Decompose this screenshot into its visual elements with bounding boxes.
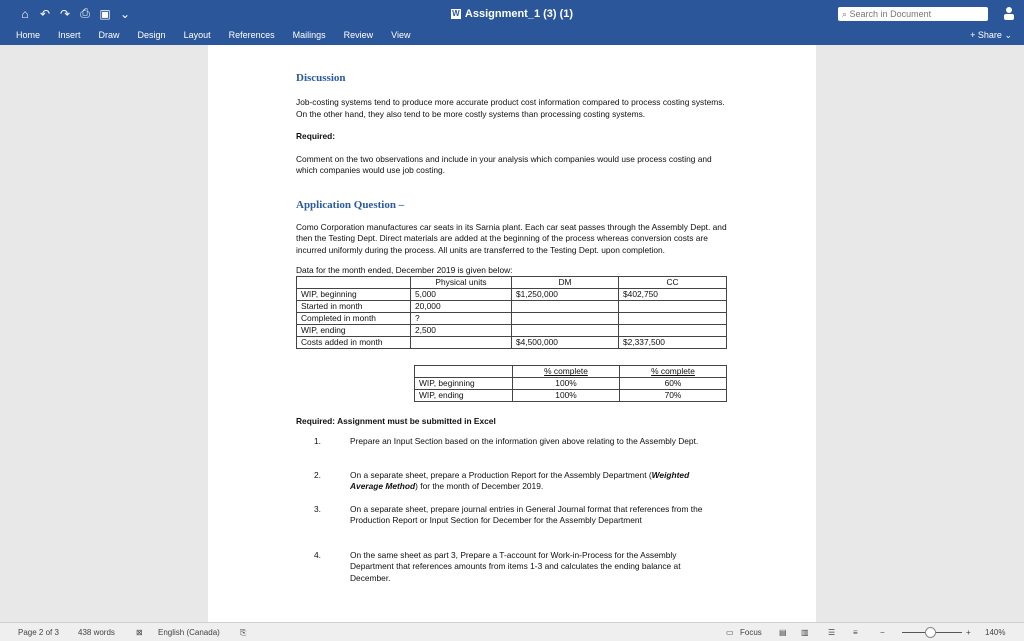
table-cell: WIP, beginning	[415, 378, 513, 390]
share-button[interactable]: + Share ⌄	[970, 30, 1012, 40]
table-header-cell	[415, 366, 513, 378]
home-icon[interactable]: ⌂	[21, 6, 29, 21]
table-cell: 20,000	[411, 301, 512, 313]
table-header-cell: CC	[619, 277, 727, 289]
required-paragraph: Comment on the two observations and include in your analysis which companies would use process costing and which companies would use job costing.	[296, 153, 712, 176]
table-cell: $1,250,000	[512, 289, 619, 301]
discussion-paragraph: Job-costing systems tend to produce more accurate product cost information compared to process costing systems. On the other hand, they also tend to be more costly systems than processing costing systems.	[296, 97, 725, 119]
application-heading: Application Question –	[296, 199, 405, 212]
print-layout-icon[interactable]: ▤	[779, 628, 787, 637]
table-row	[297, 337, 727, 349]
tab-home[interactable]: Home	[16, 30, 41, 40]
document-page[interactable]	[208, 45, 816, 622]
search-icon: ⌕	[842, 9, 850, 19]
account-icon[interactable]	[1003, 6, 1015, 20]
save-icon[interactable]: ▣	[99, 6, 111, 21]
table-header-row	[297, 277, 727, 289]
outline-icon[interactable]: ☰	[828, 628, 836, 637]
required-label: Required:	[296, 131, 336, 142]
table-row	[297, 313, 727, 325]
table-cell: WIP, ending	[297, 325, 411, 337]
table-cell	[512, 313, 619, 325]
table-cell	[619, 301, 727, 313]
table-header-cell: % complete	[620, 366, 727, 378]
table-header-cell: % complete	[513, 366, 620, 378]
table-row	[415, 378, 727, 390]
ribbon	[0, 0, 1024, 45]
table-cell	[619, 325, 727, 337]
table-cell: ?	[411, 313, 512, 325]
tab-layout[interactable]: Layout	[183, 30, 211, 40]
zoom-out-icon[interactable]: −	[880, 628, 885, 637]
table-cell: 2,500	[411, 325, 512, 337]
table-cell	[619, 313, 727, 325]
print-icon[interactable]: ⎙	[80, 6, 90, 20]
table-header-cell	[297, 277, 411, 289]
table-cell	[512, 301, 619, 313]
word-count[interactable]: 438 words	[78, 628, 115, 637]
tab-mailings[interactable]: Mailings	[292, 30, 326, 40]
language-indicator[interactable]: English (Canada)	[158, 628, 220, 637]
tab-view[interactable]: View	[391, 30, 411, 40]
focus-button[interactable]: Focus	[740, 628, 762, 637]
table-cell: 100%	[513, 378, 620, 390]
macro-icon[interactable]: ⎘	[240, 628, 247, 637]
table-cell: Costs added in month	[297, 337, 411, 349]
chevron-down-icon: ⌄	[1001, 30, 1012, 40]
web-layout-icon[interactable]: ▥	[801, 628, 809, 637]
tab-insert[interactable]: Insert	[58, 30, 81, 40]
table-cell	[512, 325, 619, 337]
table-row	[297, 301, 727, 313]
application-paragraph: Como Corporation manufactures car seats in its Sarnia plant. Each car seat passes through the Assembly Dept. and then the Testing Dept. Direct materials are added at the beginning of the process whereas conversion costs are incurred uniformly during the process. All units are transferred to the Testing Dept. upon completion.	[296, 221, 727, 255]
zoom-in-icon[interactable]: +	[966, 628, 971, 637]
completion-table	[414, 365, 727, 402]
table-cell: Completed in month	[297, 313, 411, 325]
table-cell: Started in month	[297, 301, 411, 313]
tab-references[interactable]: References	[228, 30, 275, 40]
table-cell: $402,750	[619, 289, 727, 301]
word-doc-icon: W	[452, 9, 460, 19]
table-header-cell: Physical units	[411, 277, 512, 289]
redo-icon[interactable]: ↷	[59, 6, 71, 21]
table-row	[415, 390, 727, 402]
undo-icon[interactable]: ↶	[39, 6, 51, 21]
window-title: W Assignment_1 (3) (1)	[452, 8, 574, 20]
table-cell: 60%	[620, 378, 727, 390]
ribbon-tabs	[16, 30, 429, 40]
discussion-heading: Discussion	[296, 72, 346, 84]
zoom-slider-handle[interactable]	[925, 627, 936, 638]
table-cell: 70%	[620, 390, 727, 402]
add-person-icon: +	[970, 30, 978, 40]
tab-design[interactable]: Design	[137, 30, 166, 40]
table-cell: WIP, beginning	[297, 289, 411, 301]
page-count[interactable]: Page 2 of 3	[18, 628, 59, 637]
table-cell	[411, 337, 512, 349]
table-header-row	[415, 366, 727, 378]
table-header-cell: DM	[512, 277, 619, 289]
table-cell: $4,500,000	[512, 337, 619, 349]
tab-review[interactable]: Review	[343, 30, 374, 40]
document-canvas[interactable]	[0, 45, 1024, 622]
table-caption: Data for the month ended, December 2019 is given below:	[296, 265, 513, 276]
table-cell: 100%	[513, 390, 620, 402]
tab-draw[interactable]: Draw	[98, 30, 120, 40]
proofing-icon[interactable]: ⊠	[136, 628, 143, 637]
search-input[interactable]: ⌕ Search in Document	[838, 7, 988, 21]
table-cell: WIP, ending	[415, 390, 513, 402]
status-bar	[0, 622, 1024, 641]
table-row	[297, 325, 727, 337]
zoom-level[interactable]: 140%	[985, 628, 1006, 637]
task-list: 1. Prepare an Input Section based on the information given above relating to the Assembly Dept. 2. On a separate sheet, prepare a Production Report for the Assembly Department (Weighted Average Method) for the month of December 2019. 3. On a separate sheet, prepare journal entries in General Journal format that references from the Production Report or Input Section for December for the Assembly Department 4. On the same sheet as part 3, Prepare a T-account for Work-in-Process for the Assembly Department that references amounts from items 1-3 and calculates the ending balance at December.	[314, 435, 703, 583]
table-cell: $2,337,500	[619, 337, 727, 349]
table-row	[297, 289, 727, 301]
focus-icon[interactable]: ▭	[726, 628, 734, 637]
table-cell: 5,000	[411, 289, 512, 301]
data-table	[296, 276, 727, 349]
customize-icon[interactable]: ⌄	[119, 6, 131, 21]
required-excel-note: Required: Assignment must be submitted in Excel	[296, 416, 496, 427]
draft-icon[interactable]: ≡	[853, 628, 858, 637]
